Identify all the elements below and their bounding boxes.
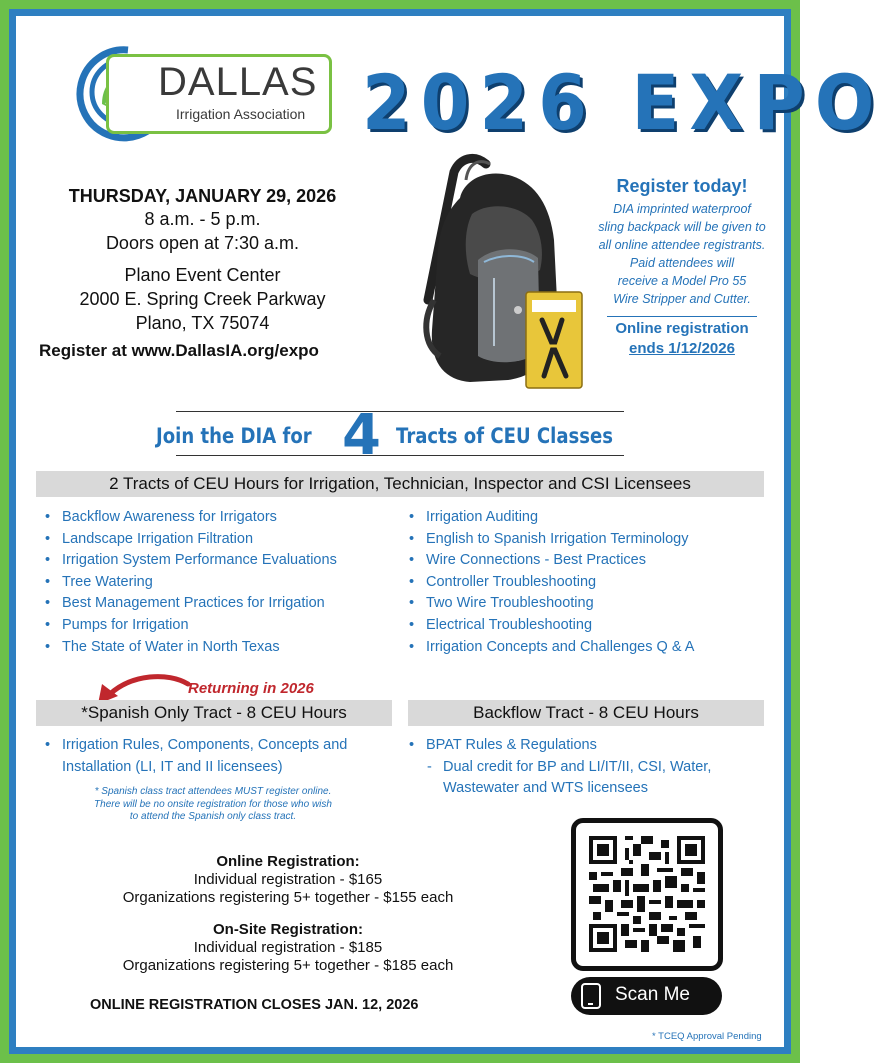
list-item: • Best Management Practices for Irrigation <box>43 593 337 615</box>
list-item: • Controller Troubleshooting <box>407 572 694 594</box>
phone-icon <box>581 983 601 1009</box>
online-group-price: Organizations registering 5+ together - $155 each <box>122 889 454 906</box>
onsite-individual-price: Individual registration - $185 <box>193 939 383 956</box>
logo-title: DALLAS <box>158 60 318 104</box>
promo-text <box>582 200 782 308</box>
venue-city: Plano, TX 75074 <box>135 313 270 333</box>
list-subitem-continued: Wastewater and WTS licensees <box>443 780 648 797</box>
note-line: There will be no onsite registration for those who wish <box>94 798 332 810</box>
venue-name: Plano Event Center <box>124 265 281 285</box>
expo-title: 2026 EXPO <box>362 58 884 147</box>
promo-title: Register today! <box>616 176 748 196</box>
ceu-list-left <box>43 507 337 658</box>
backflow-tract-header: Backflow Tract - 8 CEU Hours <box>408 700 764 726</box>
backflow-tract-list <box>407 735 711 800</box>
join-heading-right: Tracts of CEU Classes <box>396 424 614 448</box>
spanish-tract-note <box>48 786 378 824</box>
list-item: • Tree Watering <box>43 572 337 594</box>
scan-me-label: Scan Me <box>615 984 690 1005</box>
online-individual-price: Individual registration - $165 <box>193 871 383 888</box>
scan-me-button[interactable] <box>571 977 722 1015</box>
register-url: Register at www.DallasIA.org/expo <box>39 341 319 360</box>
onsite-registration-heading: On-Site Registration: <box>212 921 363 938</box>
list-item: • Electrical Troubleshooting <box>407 615 694 637</box>
join-divider-top <box>176 411 624 412</box>
backpack-image <box>408 150 598 395</box>
promo-line: Paid attendees will <box>629 256 735 270</box>
promo-line: sling backpack will be given to <box>598 220 766 234</box>
list-item: • Irrigation System Performance Evaluations <box>43 550 337 572</box>
venue-street: 2000 E. Spring Creek Parkway <box>79 289 326 309</box>
event-hours: 8 a.m. - 5 p.m. <box>144 209 261 229</box>
promo-line: receive a Model Pro 55 <box>617 274 747 288</box>
registration-closes-notice: ONLINE REGISTRATION CLOSES JAN. 12, 2026 <box>90 997 419 1013</box>
list-item: • Landscape Irrigation Filtration <box>43 529 337 551</box>
event-info <box>30 186 375 335</box>
list-item: • Irrigation Rules, Components, Concepts and <box>43 735 347 757</box>
list-subitem: - Dual credit for BP and LI/IT/II, CSI, Water, <box>407 757 711 779</box>
promo-deadline-line-1: Online registration <box>615 320 749 337</box>
spanish-tract-header: *Spanish Only Tract - 8 CEU Hours <box>36 700 392 726</box>
promo-line: DIA imprinted waterproof <box>613 202 751 216</box>
promo-divider <box>607 316 757 317</box>
list-item: • BPAT Rules & Regulations <box>407 735 711 757</box>
list-item: • Two Wire Troubleshooting <box>407 593 694 615</box>
list-item: • Pumps for Irrigation <box>43 615 337 637</box>
note-line: * Spanish class tract attendees MUST register online. <box>94 786 332 797</box>
dallas-irrigation-logo <box>66 44 336 140</box>
returning-label: Returning in 2026 <box>188 680 314 697</box>
list-item: • Backflow Awareness for Irrigators <box>43 507 337 529</box>
list-item: • Irrigation Concepts and Challenges Q & A <box>407 637 694 659</box>
ceu-header-bar: 2 Tracts of CEU Hours for Irrigation, Technician, Inspector and CSI Licensees <box>36 471 764 497</box>
list-item: • Irrigation Auditing <box>407 507 694 529</box>
note-line: to attend the Spanish only class tract. <box>129 811 297 822</box>
spanish-tract-list <box>43 735 347 778</box>
event-date: THURSDAY, JANUARY 29, 2026 <box>68 186 337 206</box>
list-item: • The State of Water in North Texas <box>43 637 337 659</box>
qr-code[interactable] <box>589 836 705 952</box>
join-heading-left: Join the DIA for <box>156 424 312 448</box>
promo-deadline-line-2: ends 1/12/2026 <box>629 340 735 357</box>
venue <box>30 263 375 335</box>
promo-line: all online attendee registrants. <box>598 238 766 252</box>
promo-box <box>582 176 782 359</box>
logo-subtitle: Irrigation Association <box>176 106 306 122</box>
promo-line: Wire Stripper and Cutter. <box>613 292 751 306</box>
tceq-note: * TCEQ Approval Pending <box>652 1031 762 1042</box>
list-item-continued: Installation (LI, IT and II licensees) <box>62 758 283 775</box>
ceu-list-right <box>407 507 694 658</box>
join-heading-number: 4 <box>342 403 381 468</box>
join-divider-bottom <box>176 455 624 456</box>
event-doors: Doors open at 7:30 a.m. <box>105 233 300 253</box>
list-item: • Wire Connections - Best Practices <box>407 550 694 572</box>
list-item: • English to Spanish Irrigation Terminology <box>407 529 694 551</box>
pricing-section <box>78 853 498 975</box>
online-registration-heading: Online Registration: <box>216 853 360 870</box>
qr-code-frame[interactable] <box>571 818 723 971</box>
onsite-group-price: Organizations registering 5+ together - $185 each <box>122 957 454 974</box>
